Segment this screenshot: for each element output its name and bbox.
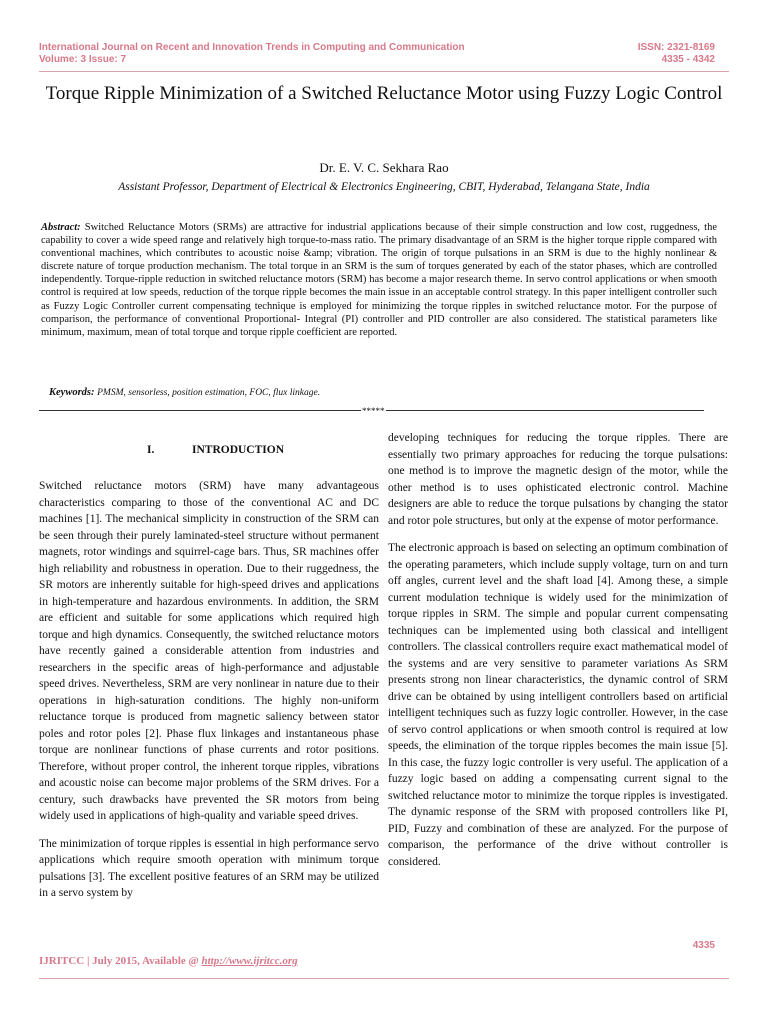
keywords-label: Keywords: (49, 387, 95, 398)
header-rule (39, 71, 729, 72)
abstract (41, 221, 717, 339)
journal-issn: ISSN: 2321-8169 (637, 42, 715, 53)
journal-name: International Journal on Recent and Innovation Trends in Computing and Communication (39, 42, 465, 53)
right-column (388, 430, 728, 870)
separator-line-left (39, 410, 361, 411)
author-affiliation: Assistant Professor, Department of Electrical & Electronics Engineering, CBIT, Hyderabad, Telangana State, India (118, 181, 650, 193)
page-number: 4335 (692, 940, 715, 951)
paragraph: The minimization of torque ripples is essential in high performance servo applications which require smooth operation with minimum torque pulsations [3]. The excellent positive features of an SRM may be utilized in a servo system by (39, 837, 379, 899)
paper-title: Torque Ripple Minimization of a Switched Reluctance Motor using Fuzzy Logic Control (45, 83, 723, 104)
section-heading (39, 442, 379, 458)
abstract-label: Abstract: (41, 222, 81, 233)
footer-text: IJRITCC | July 2015, Available @ (39, 955, 199, 967)
keywords-text: PMSM, sensorless, position estimation, FOC, flux linkage. (97, 388, 321, 398)
journal-volume: Volume: 3 Issue: 7 (39, 54, 127, 65)
journal-pages: 4335 - 4342 (661, 54, 715, 65)
section-number: I. (147, 444, 155, 456)
section-title: INTRODUCTION (192, 444, 285, 456)
author-name: Dr. E. V. C. Sekhara Rao (319, 160, 449, 175)
journal-issn-block (638, 42, 715, 66)
left-column (39, 430, 379, 902)
page-footer (39, 954, 298, 968)
footer-link[interactable]: http://www.ijritcc.org (201, 955, 298, 967)
section-separator (39, 405, 715, 417)
abstract-text: Switched Reluctance Motors (SRMs) are attractive for industrial applications because of their simple construction and low cost, ruggedness, the capability to cover a wide speed range and relatively high torque-to-mass ratio. The primary disadvantage of an SRM is the higher torque ripple compared with conventional machines, which contributes to acoustic noise &amp; vibration. The origin of torque pulsations in an SRM is due to the highly nonlinear & discrete nature of torque production mechanism. The total torque in an SRM is the sum of torques generated by each of the stator phases, which are controlled independently. Torque-ripple reduction in switched reluctance motors (SRM) has become a major research theme. In servo control applications or when smooth control is required at low speeds, reduction of the torque ripple becomes the main issue in an acceptable control strategy. In this paper intelligent controller such as Fuzzy Logic Controller current compensating technique is employed for minimizing the torque ripples in switched reluctance motor. For the purpose of comparison, the performance of conventional Proportional- Integral (PI) controller and PID controller are also considered. The statistical parameters like minimum, maximum, mean of total torque and torque ripple coefficient are reported. (41, 222, 718, 338)
footer-rule (39, 978, 729, 979)
keywords (49, 386, 709, 400)
separator-line-right (386, 410, 704, 411)
separator-stars: ***** (362, 405, 385, 416)
paragraph: Switched reluctance motors (SRM) have many advantageous characteristics comparing to those of the conventional AC and DC machines [1]. The mechanical simplicity in construction of the SRM can be seen through their purely laminated-steel structure without permanent magnets, rotor windings and squirrel-cage bars. Thus, SR machines offer high reliability and robustness in operation. Due to their ruggedness, the SR motors are inherently suitable for high-speed drives and applications in high-temperature and hazardous environments. In addition, the SRM are efficient and suitable for some applications which required high torque and high dynamics. Consequently, the switched reluctance motors have recently gained a considerable attention from industries and researchers in the specific areas of high-performance and adjustable speed drives. Nevertheless, SRM are very nonlinear in nature due to their operations in high-saturation conditions. The highly non-uniform reluctance torque is produced from magnetic saliency between stator poles and rotor poles [2]. Phase flux linkages and instantaneous phase torque are nonlinear functions of phase currents and rotor positions. Therefore, without proper control, the inherent torque ripples, vibrations and acoustic noise can become major problems of the SRM drives. For a century, such drawbacks have prevented the SR motors from being widely used in applications of high-quality and variable speed drives. (39, 480, 379, 822)
paragraph: developing techniques for reducing the torque ripples. There are essentially two primary approaches for reducing the torque pulsations: one method is to improve the magnetic design of the motor, while the other method is to uses ophisticated electronic control. Machine designers are able to reduce the torque pulsations by changing the stator and rotor pole structures, but only at the expense of motor performance. (388, 432, 728, 527)
journal-header (39, 42, 559, 66)
paragraph: The electronic approach is based on selecting an optimum combination of the operating parameters, which include supply voltage, turn on and turn off angles, current level and the shaft load [4]. Among these, a simple current modulation technique is widely used for the minimization of torque ripples in SRM. The simple and popular current compensating techniques can be implemented using both classical and intelligent controllers. The classical controllers require exact mathematical model of the systems and are very sensitive to parameter variations As SRM presents strong non linear characteristics, the dynamic control of SRM drive can be obtained by using intelligent controllers based on artificial intelligent techniques such as fuzzy logic controller. However, in the case of servo control applications or when smooth control is required at low speeds, the elimination of the torque ripples becomes the main issue [5]. In this case, the fuzzy logic controller is very useful. The application of a fuzzy logic based on adding a compensating current signal to the switched reluctance motor to minimize the torque ripples is investigated. The dynamic response of the SRM with proposed controllers like PI, PID, Fuzzy and combination of these are analyzed. For the purpose of comparison, the performance of the drive without controller is considered. (388, 542, 728, 868)
